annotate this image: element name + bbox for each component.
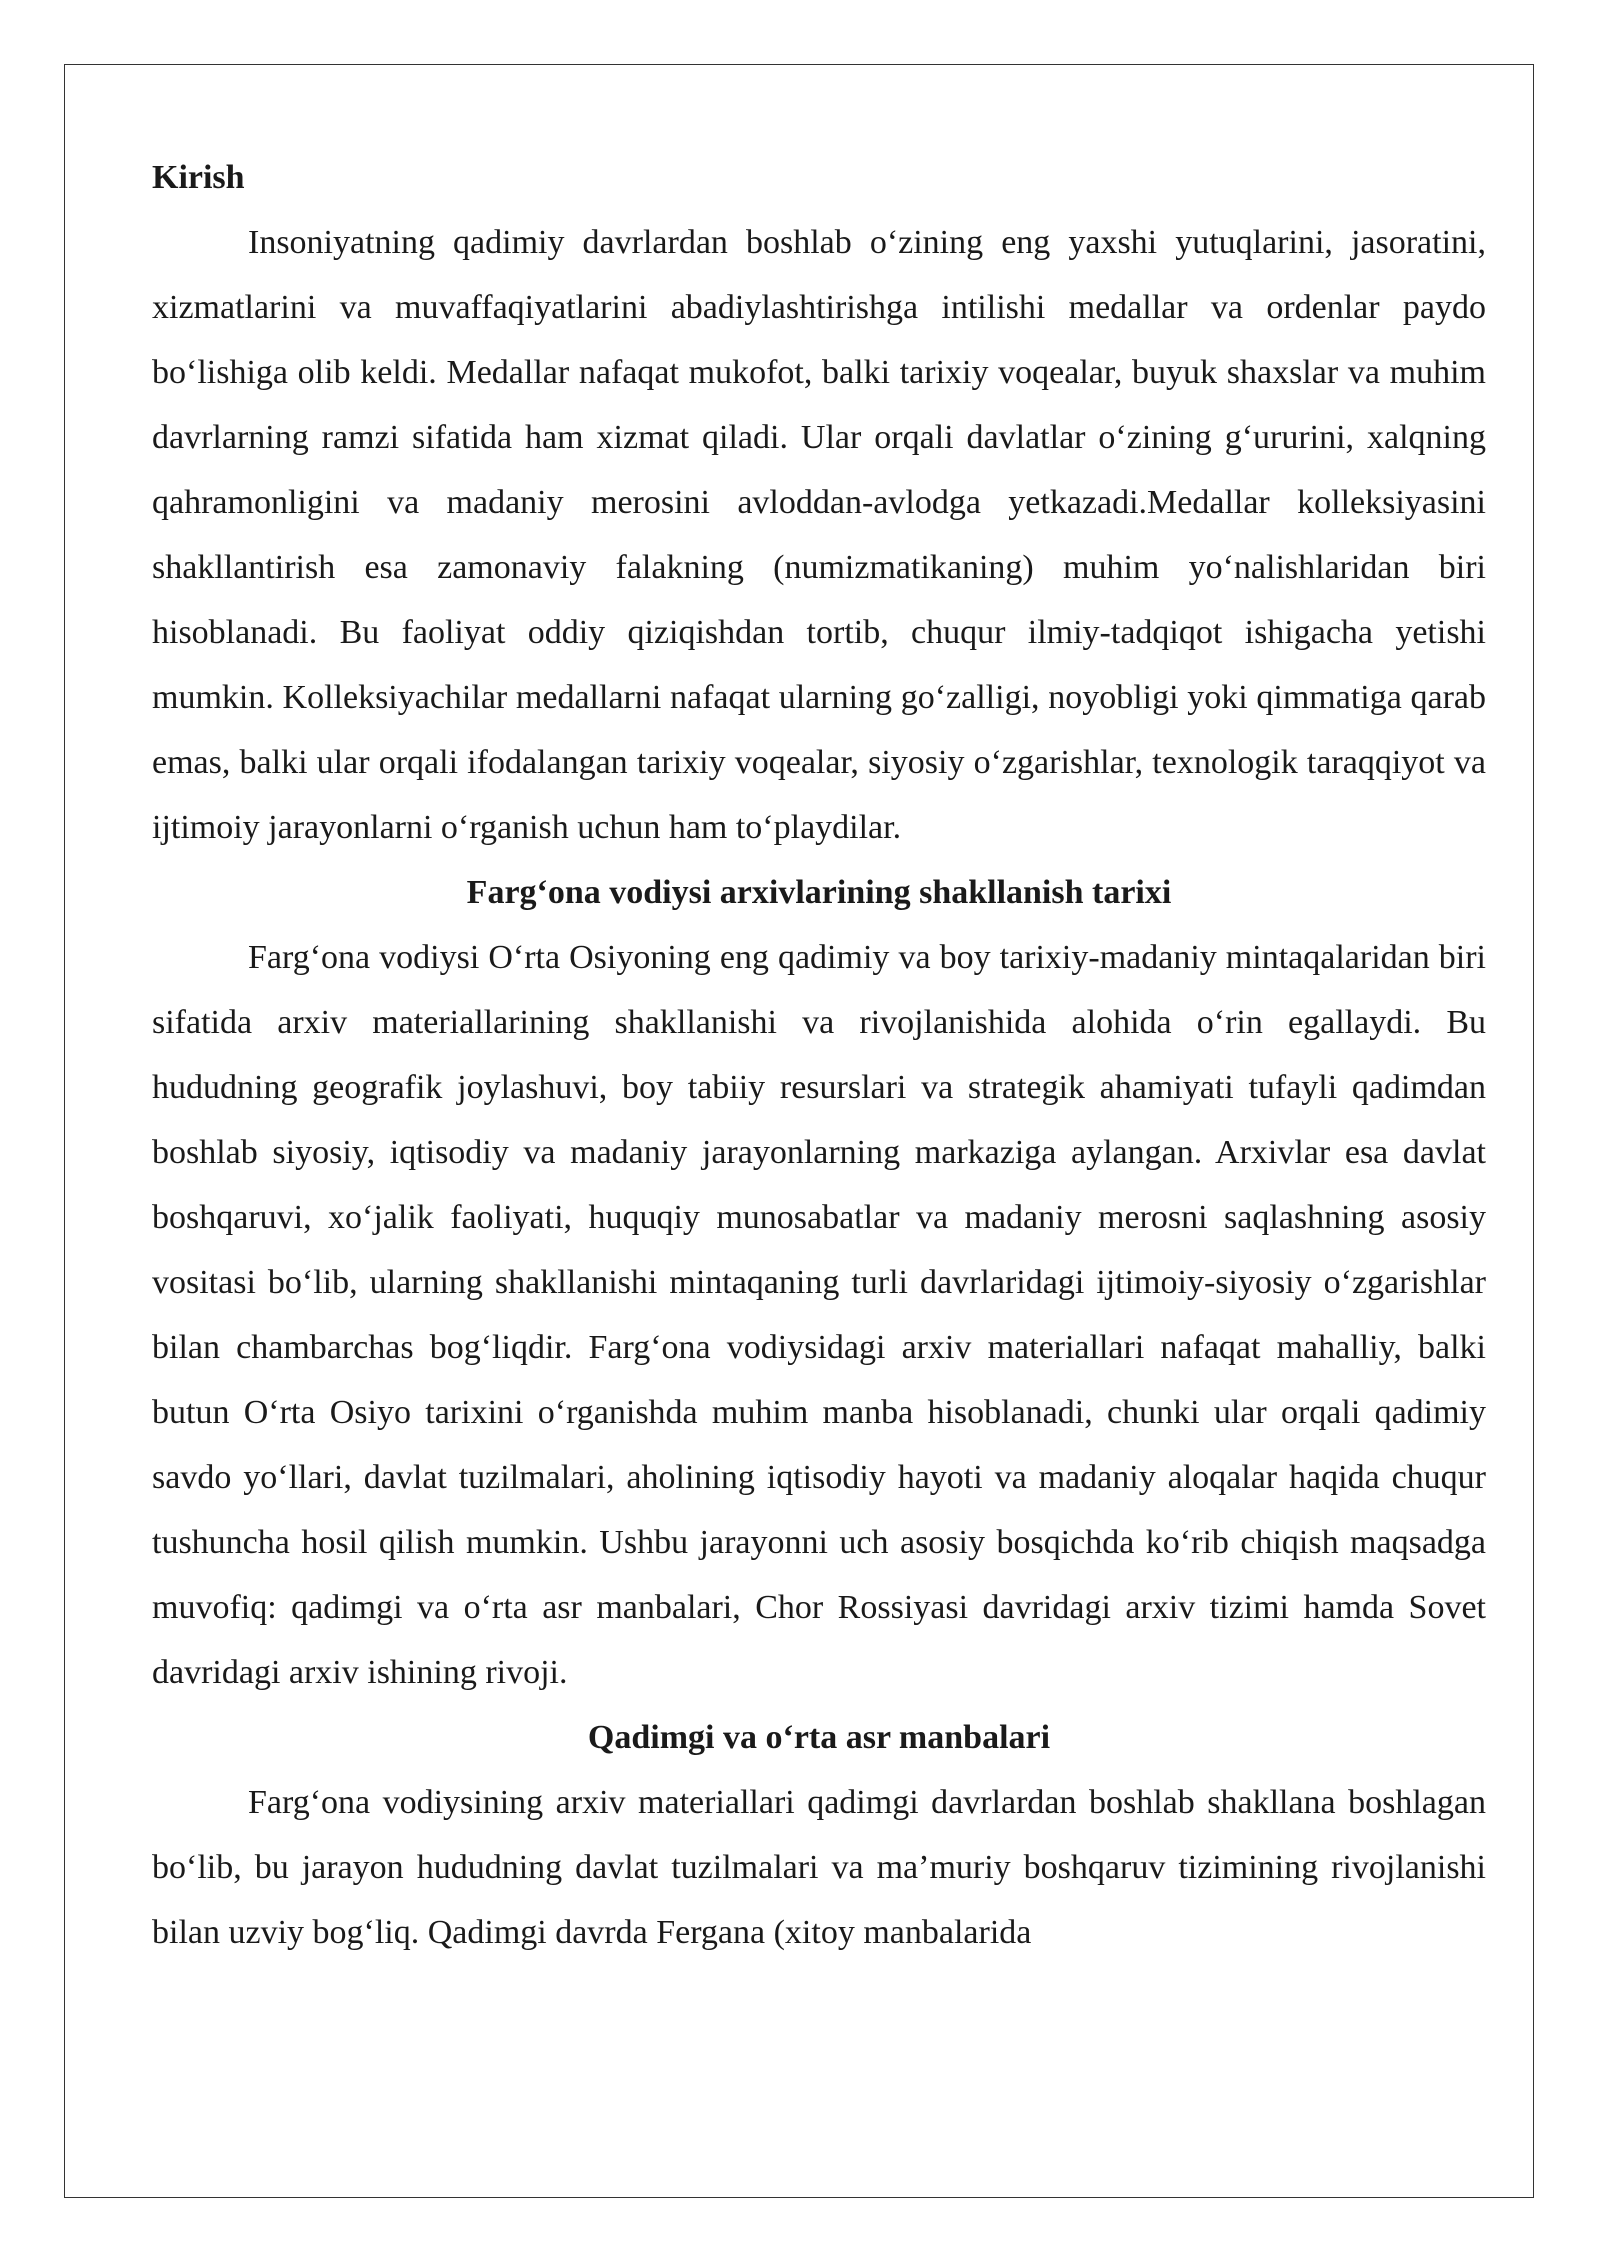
section-heading-ancient-sources: Qadimgi va o‘rta asr manbalari — [587, 1719, 1051, 1756]
document-body — [152, 145, 1486, 1965]
intro-heading: Kirish — [152, 159, 245, 196]
section-paragraph-ancient-sources: Farg‘ona vodiysining arxiv materiallari qadimgi davrlardan boshlab shakllana boshlagan bo‘lib, bu jarayon hududning davlat tuzilmalari va ma’muriy boshqaruv tizimining rivojlanishi bilan uzviy bog‘liq. Qadimgi davrda Fergana (xitoy manbalarida — [152, 1784, 1486, 1951]
intro-paragraph: Insoniyatning qadimiy davrlardan boshlab o‘zining eng yaxshi yutuqlarini, jasoratini, xizmatlarini va muvaffaqiyatlarini abadiylashtirishga intilishi medallar va ordenlar paydo bo‘lishiga olib keldi. Medallar nafaqat mukofot, balki tarixiy voqealar, buyuk shaxslar va muhim davrlarning ramzi sifatida ham xizmat qiladi. Ular orqali davlatlar o‘zining g‘ururini, xalqning qahramonligini va madaniy merosini avloddan-avlodga yetkazadi.Medallar kolleksiyasini shakllantirish esa zamonaviy falakning (numizmatikaning) muhim yo‘nalishlaridan biri hisoblanadi. Bu faoliyat oddiy qiziqishdan tortib, chuqur ilmiy-tadqiqot ishigacha yetishi mumkin. Kolleksiyachilar medallarni nafaqat ularning go‘zalligi, noyobligi yoki qimmatiga qarab emas, balki ular orqali ifodalangan tarixiy voqealar, siyosiy o‘zgarishlar, texnologik taraqqiyot va ijtimoiy jarayonlarni o‘rganish uchun ham to‘playdilar. — [152, 224, 1486, 846]
section-heading-archives-history: Farg‘ona vodiysi arxivlarining shakllanish tarixi — [466, 874, 1172, 911]
section-paragraph-archives-history: Farg‘ona vodiysi O‘rta Osiyoning eng qadimiy va boy tarixiy-madaniy mintaqalaridan biri sifatida arxiv materiallarining shakllanishi va rivojlanishida alohida o‘rin egallaydi. Bu hududning geografik joylashuvi, boy tabiiy resurslari va strategik ahamiyati tufayli qadimdan boshlab siyosiy, iqtisodiy va madaniy jarayonlarning markaziga aylangan. Arxivlar esa davlat boshqaruvi, xo‘jalik faoliyati, huquqiy munosabatlar va madaniy merosni saqlashning asosiy vositasi bo‘lib, ularning shakllanishi mintaqaning turli davrlaridagi ijtimoiy-siyosiy o‘zgarishlar bilan chambarchas bog‘liqdir. Farg‘ona vodiysidagi arxiv materiallari nafaqat mahalliy, balki butun O‘rta Osiyo tarixini o‘rganishda muhim manba hisoblanadi, chunki ular orqali qadimiy savdo yo‘llari, davlat tuzilmalari, aholining iqtisodiy hayoti va madaniy aloqalar haqida chuqur tushuncha hosil qilish mumkin. Ushbu jarayonni uch asosiy bosqichda ko‘rib chiqish maqsadga muvofiq: qadimgi va o‘rta asr manbalari, Chor Rossiyasi davridagi arxiv tizimi hamda Sovet davridagi arxiv ishining rivoji. — [152, 939, 1486, 1691]
